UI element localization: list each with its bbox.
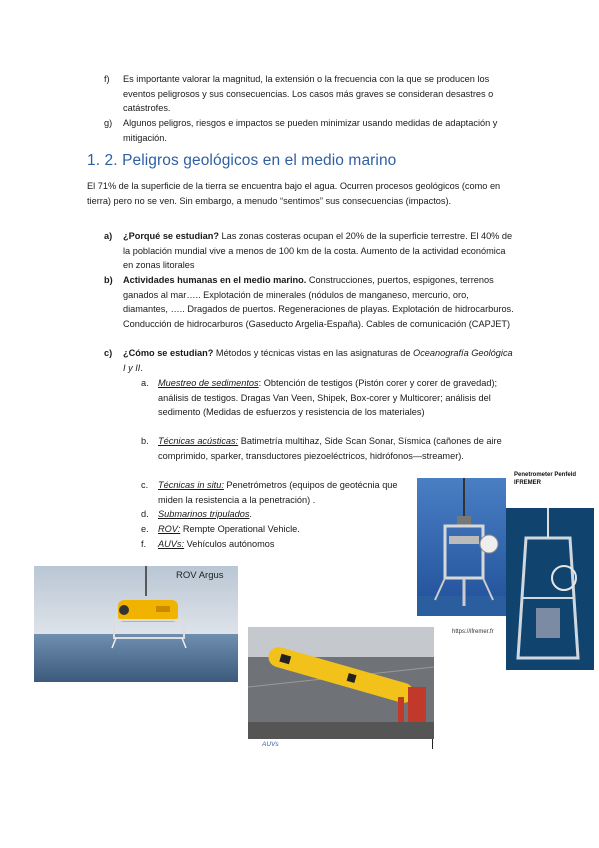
item-end: . [140, 362, 143, 373]
list-marker: c) [104, 348, 113, 358]
auv-photo [248, 627, 434, 739]
sublist-marker: d. [141, 509, 149, 519]
item-how-study [123, 346, 515, 375]
list-marker: b) [104, 275, 113, 285]
penetrometer-source-label: IFREMER [514, 480, 541, 486]
subitem-text: : Obtención de testigos (Pistón corer y corer de gravedad); análisis de testigos. Dragas Van Veen, Shipek, Box-corer y Multicorer; análisis del sedimento (Medidas de esfuerzos y resistencia de los materiales) [158, 378, 498, 418]
subitem-in-situ [158, 478, 406, 507]
rov-label: ROV Argus [176, 570, 224, 581]
rov-argus-photo [34, 566, 238, 682]
sublist-marker: b. [141, 436, 149, 446]
image-source-link: https://ifremer.fr [452, 629, 494, 635]
list-marker: a) [104, 231, 113, 241]
subitem-head: Submarinos tripulados [158, 509, 250, 519]
list-marker: g) [104, 118, 113, 128]
item-why-study [123, 229, 515, 273]
sublist-marker: f. [141, 539, 147, 549]
item-human-activities [123, 273, 515, 331]
subitem-auvs [158, 537, 408, 552]
item-text: Construcciones, puertos, espigones, terrenos ganados al mar….. Explotación de minerales (nódulos de manganeso, mercurio, oro, diamantes, ….. Dragados de puertos. Regeneraciones de playas. Explotación de hidrocarburos. Conducción de hidrocarburos (Gaseducto Argelia-España). Cables de comunicación (CAPJET) [123, 275, 514, 329]
subitem-text: Rempte Operational Vehicle. [180, 524, 300, 534]
subitem-head: ROV: [158, 524, 181, 534]
penetrometer-photo-1 [417, 478, 511, 616]
sublist-marker: e. [141, 524, 149, 534]
sublist-marker: c. [141, 480, 149, 490]
item-lead: Actividades humanas en el medio marino. [123, 275, 307, 285]
list-item-f: Es importante valorar la magnitud, la extensión o la frecuencia con la que se producen los eventos peligrosos y sus consecuencias. Los casos más graves se consideran desastres o catástrofes. [123, 74, 494, 114]
item-lead: ¿Cómo se estudian? [123, 348, 214, 358]
list-marker: f) [104, 74, 110, 84]
subitem-head: AUVs: [158, 539, 185, 549]
caption-divider [432, 739, 433, 749]
intro-paragraph: El 71% de la superficie de la tierra se encuentra bajo el agua. Ocurren procesos geológicos (como en tierra) pero no se ven. Sin embargo, a menudo “sentimos” sus consecuencias (impactos). [87, 181, 501, 206]
subitem-head: Técnicas acústicas: [158, 436, 239, 446]
subitem-text: Penetrómetros (equipos de geotécnia que miden la resistencia a la penetración) . [158, 480, 398, 505]
penetrometer-photo-2 [506, 470, 594, 670]
section-heading: 1. 2. Peligros geológicos en el medio marino [87, 152, 397, 169]
item-text: Métodos y técnicas vistas en las asignaturas de [213, 348, 414, 358]
subitem-acoustic [158, 434, 508, 463]
subitem-head: Muestreo de sedimentos [158, 378, 259, 388]
penetrometer-label: Penetrometer Penfeld [514, 472, 577, 478]
subitem-text: Batimetría multihaz, Side Scan Sonar, Sísmica (cañones de aire comprimido, sparker, transductores piezoeléctricos, hidrófonos—streamer). [158, 436, 502, 461]
subitem-submarines [158, 507, 408, 522]
subitem-text: Vehículos autónomos [184, 539, 275, 549]
item-lead: ¿Porqué se estudian? [123, 231, 219, 241]
subitem-sediment-sampling [158, 376, 510, 420]
list-item-g: Algunos peligros, riesgos e impactos se pueden minimizar usando medidas de adaptación y mitigación. [123, 118, 498, 143]
item-text: Las zonas costeras ocupan el 20% de la superficie terrestre. El 40% de la población mundial vive a menos de 100 km de la costa. Aumento de la actividad económica en zonas litorales [123, 231, 513, 271]
subitem-head: Técnicas in situ: [158, 480, 224, 490]
sublist-marker: a. [141, 378, 149, 388]
auv-caption: AUVs [262, 741, 279, 748]
subitem-rov [158, 522, 408, 537]
item-italic: Oceanografía Geológica I y II [123, 348, 513, 373]
subitem-text: . [249, 509, 252, 519]
